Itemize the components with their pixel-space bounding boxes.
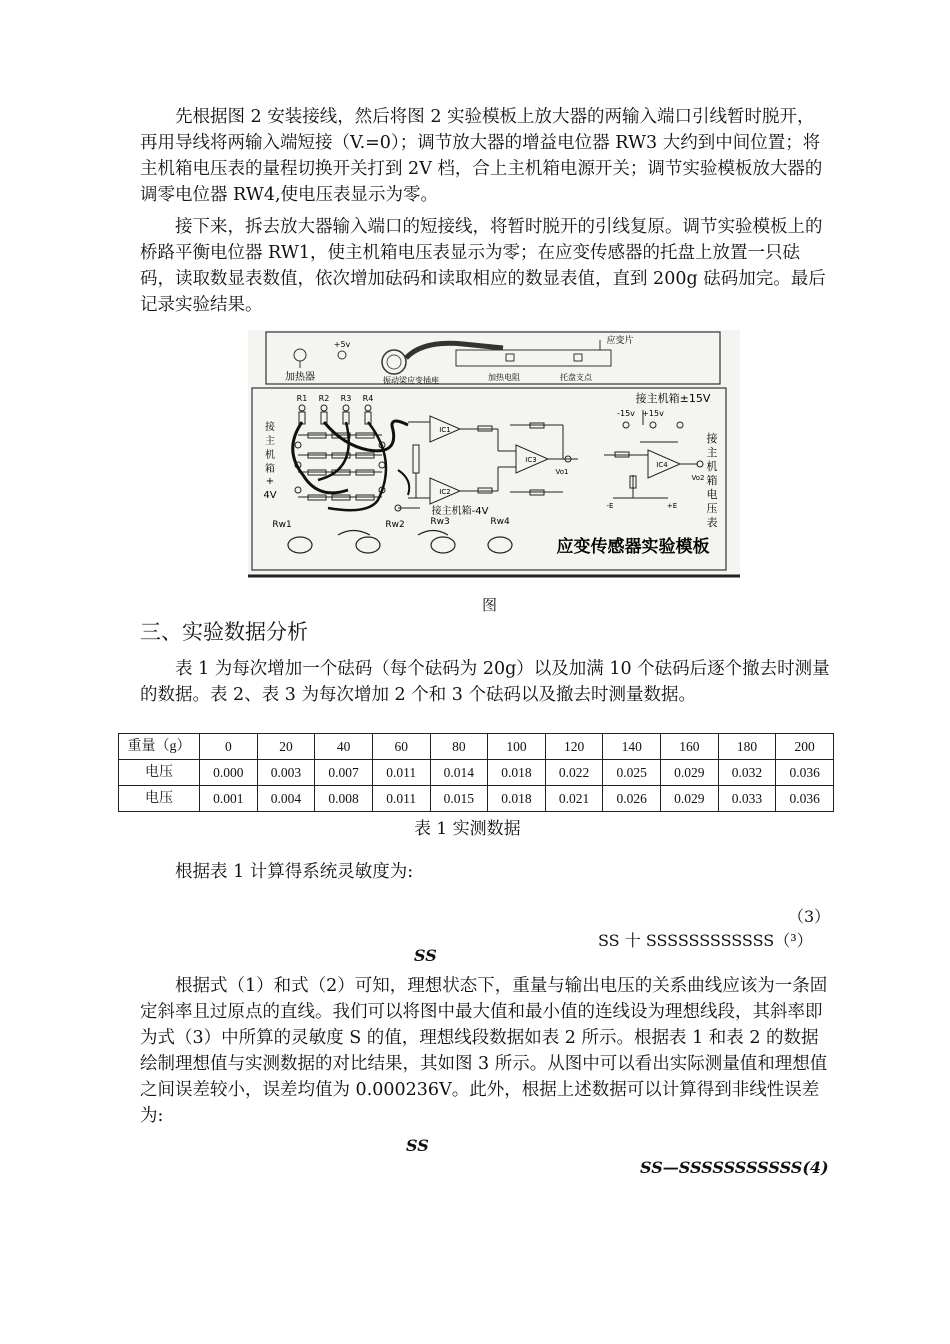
table-cell: 120 — [545, 734, 603, 760]
svg-text:接主机箱±15V: 接主机箱±15V — [635, 392, 711, 405]
table-cell: 0.014 — [430, 760, 488, 786]
table-cell: 0.022 — [545, 760, 603, 786]
table-cell: 0.018 — [488, 760, 546, 786]
svg-text:R2: R2 — [318, 394, 330, 403]
svg-text:接主机箱-4V: 接主机箱-4V — [431, 506, 489, 517]
heater-label: 加热器 — [285, 372, 315, 383]
table-cell: 40 — [315, 734, 373, 760]
table-cell: 0.011 — [372, 786, 430, 812]
svg-text:接: 接 — [265, 422, 275, 433]
paragraph-setup: 先根据图 2 安装接线，然后将图 2 实验模板上放大器的两输入端口引线暂时脱开，再用导线将两输入端短接（V.=0）；调节放大器的增益电位器 RW3 大约到中间位置；将主机箱电压表的量程切换开关打到 2V 档，合上主机箱电源开关；调节实验模板放大器的调零电位器 RW4,使电压表显示为零。 — [140, 107, 823, 205]
table-cell: 0 — [200, 734, 258, 760]
circuit-figure — [248, 330, 740, 578]
table-cell: 0.025 — [603, 760, 661, 786]
table-cell: 80 — [430, 734, 488, 760]
table-cell: 0.004 — [257, 786, 315, 812]
data-table — [118, 733, 834, 812]
equation-3: SS 十 SSSSSSSSSSSS（³） — [598, 931, 813, 950]
svg-text:主: 主 — [706, 446, 718, 459]
table-cell: 160 — [661, 734, 719, 760]
table-caption: 表 1 实测数据 — [414, 819, 521, 839]
table-cell: 0.036 — [776, 786, 834, 812]
table-cell: 0.001 — [200, 786, 258, 812]
table-cell: 0.003 — [257, 760, 315, 786]
svg-text:+5v: +5v — [333, 340, 351, 349]
table-cell: 0.036 — [776, 760, 834, 786]
table-cell: 100 — [488, 734, 546, 760]
paragraph-analysis: 根据式（1）和式（2）可知，理想状态下，重量与输出电压的关系曲线应该为一条固定斜率且过原点的直线。我们可以将图中最大值和最小值的连线设为理想线段，其斜率即为式（3）中所算的灵敏度 S 的值，理想线段数据如表 2 所示。根据表 1 和表 2 的数据绘制理想值与实测数据的对比结果，其如图 3 所示。从图中可以看出实际测量值和理想值之间误差较小，误差均值为 0.000236V。此外，根据上述数据可以计算得到非线性误差为: — [140, 976, 828, 1126]
paragraph-sensitivity: 根据表 1 计算得系统灵敏度为: — [175, 862, 414, 882]
svg-text:托盘支点: 托盘支点 — [560, 373, 592, 382]
circuit-diagram — [248, 330, 740, 578]
table-header-cell: 重量（g） — [119, 734, 200, 760]
table-row — [119, 786, 834, 812]
table-cell: 0.015 — [430, 786, 488, 812]
svg-text:R4: R4 — [362, 394, 374, 403]
equation-4: SS—SSSSSSSSSSS(4) — [640, 1158, 829, 1177]
svg-text:应变片: 应变片 — [606, 336, 634, 346]
svg-text:+15v: +15v — [642, 409, 664, 418]
table-cell: 0.000 — [200, 760, 258, 786]
table-cell: 0.007 — [315, 760, 373, 786]
table-cell: 180 — [718, 734, 776, 760]
svg-text:机: 机 — [265, 450, 275, 461]
svg-text:IC2: IC2 — [439, 488, 451, 496]
table-cell: 0.011 — [372, 760, 430, 786]
svg-text:IC3: IC3 — [525, 456, 537, 464]
table-header-cell: 电压 — [119, 786, 200, 812]
section-heading: 三、实验数据分析 — [140, 620, 308, 644]
svg-text:Rw3: Rw3 — [430, 517, 450, 527]
svg-text:加热电阻: 加热电阻 — [488, 373, 520, 382]
table-row — [119, 760, 834, 786]
svg-text:接: 接 — [706, 432, 718, 445]
svg-text:表: 表 — [706, 516, 718, 529]
equation-4-symbol: SS — [406, 1136, 429, 1155]
svg-text:Vo2: Vo2 — [691, 474, 705, 482]
svg-text:Rw1: Rw1 — [272, 520, 292, 530]
equation-3-symbol: SS — [414, 946, 437, 965]
svg-text:Vo1: Vo1 — [555, 468, 569, 476]
svg-text:箱: 箱 — [265, 464, 275, 475]
table-cell: 0.032 — [718, 760, 776, 786]
svg-text:R1: R1 — [296, 394, 308, 403]
template-title: 应变传感器实验模板 — [556, 537, 710, 557]
svg-text:+E: +E — [666, 502, 678, 510]
table-cell: 0.021 — [545, 786, 603, 812]
svg-text:IC1: IC1 — [439, 426, 451, 434]
svg-text:机: 机 — [706, 460, 718, 473]
table-cell: 0.029 — [661, 760, 719, 786]
table-cell: 0.008 — [315, 786, 373, 812]
table-cell: 0.018 — [488, 786, 546, 812]
svg-text:R3: R3 — [340, 394, 352, 403]
paragraph-table-intro: 表 1 为每次增加一个砝码（每个砝码为 20g）以及加满 10 个砝码后逐个撤去时测量的数据。表 2、表 3 为每次增加 2 个和 3 个砝码以及撤去时测量数据。 — [140, 659, 830, 705]
table-cell: 140 — [603, 734, 661, 760]
svg-text:Rw2: Rw2 — [385, 520, 405, 530]
svg-text:-E: -E — [606, 502, 614, 510]
table-cell: 0.033 — [718, 786, 776, 812]
table-header-cell: 电压 — [119, 760, 200, 786]
svg-text:压: 压 — [706, 502, 718, 515]
svg-text:箱: 箱 — [706, 474, 718, 487]
svg-text:主: 主 — [265, 436, 275, 447]
table-row — [119, 734, 834, 760]
table-cell: 0.029 — [661, 786, 719, 812]
figure-caption: 图 — [482, 596, 498, 614]
svg-text:4V: 4V — [263, 490, 277, 501]
paragraph-procedure: 接下来，拆去放大器输入端口的短接线，将暂时脱开的引线复原。调节实验模板上的桥路平衡电位器 RW1，使主机箱电压表显示为零；在应变传感器的托盘上放置一只砝码，读取数显表数值，依次增加砝码和读取相应的数显表值，直到 200g 砝码加完。最后记录实验结果。 — [140, 217, 826, 315]
svg-text:-15v: -15v — [617, 409, 635, 418]
svg-text:+: + — [265, 476, 275, 487]
svg-text:Rw4: Rw4 — [490, 517, 510, 527]
table-cell: 60 — [372, 734, 430, 760]
svg-text:振动梁应变插座: 振动梁应变插座 — [383, 376, 439, 385]
table-cell: 20 — [257, 734, 315, 760]
table-cell: 0.026 — [603, 786, 661, 812]
equation-number: （3） — [788, 907, 831, 926]
svg-text:电: 电 — [706, 488, 718, 501]
svg-text:IC4: IC4 — [656, 461, 668, 469]
table-cell: 200 — [776, 734, 834, 760]
